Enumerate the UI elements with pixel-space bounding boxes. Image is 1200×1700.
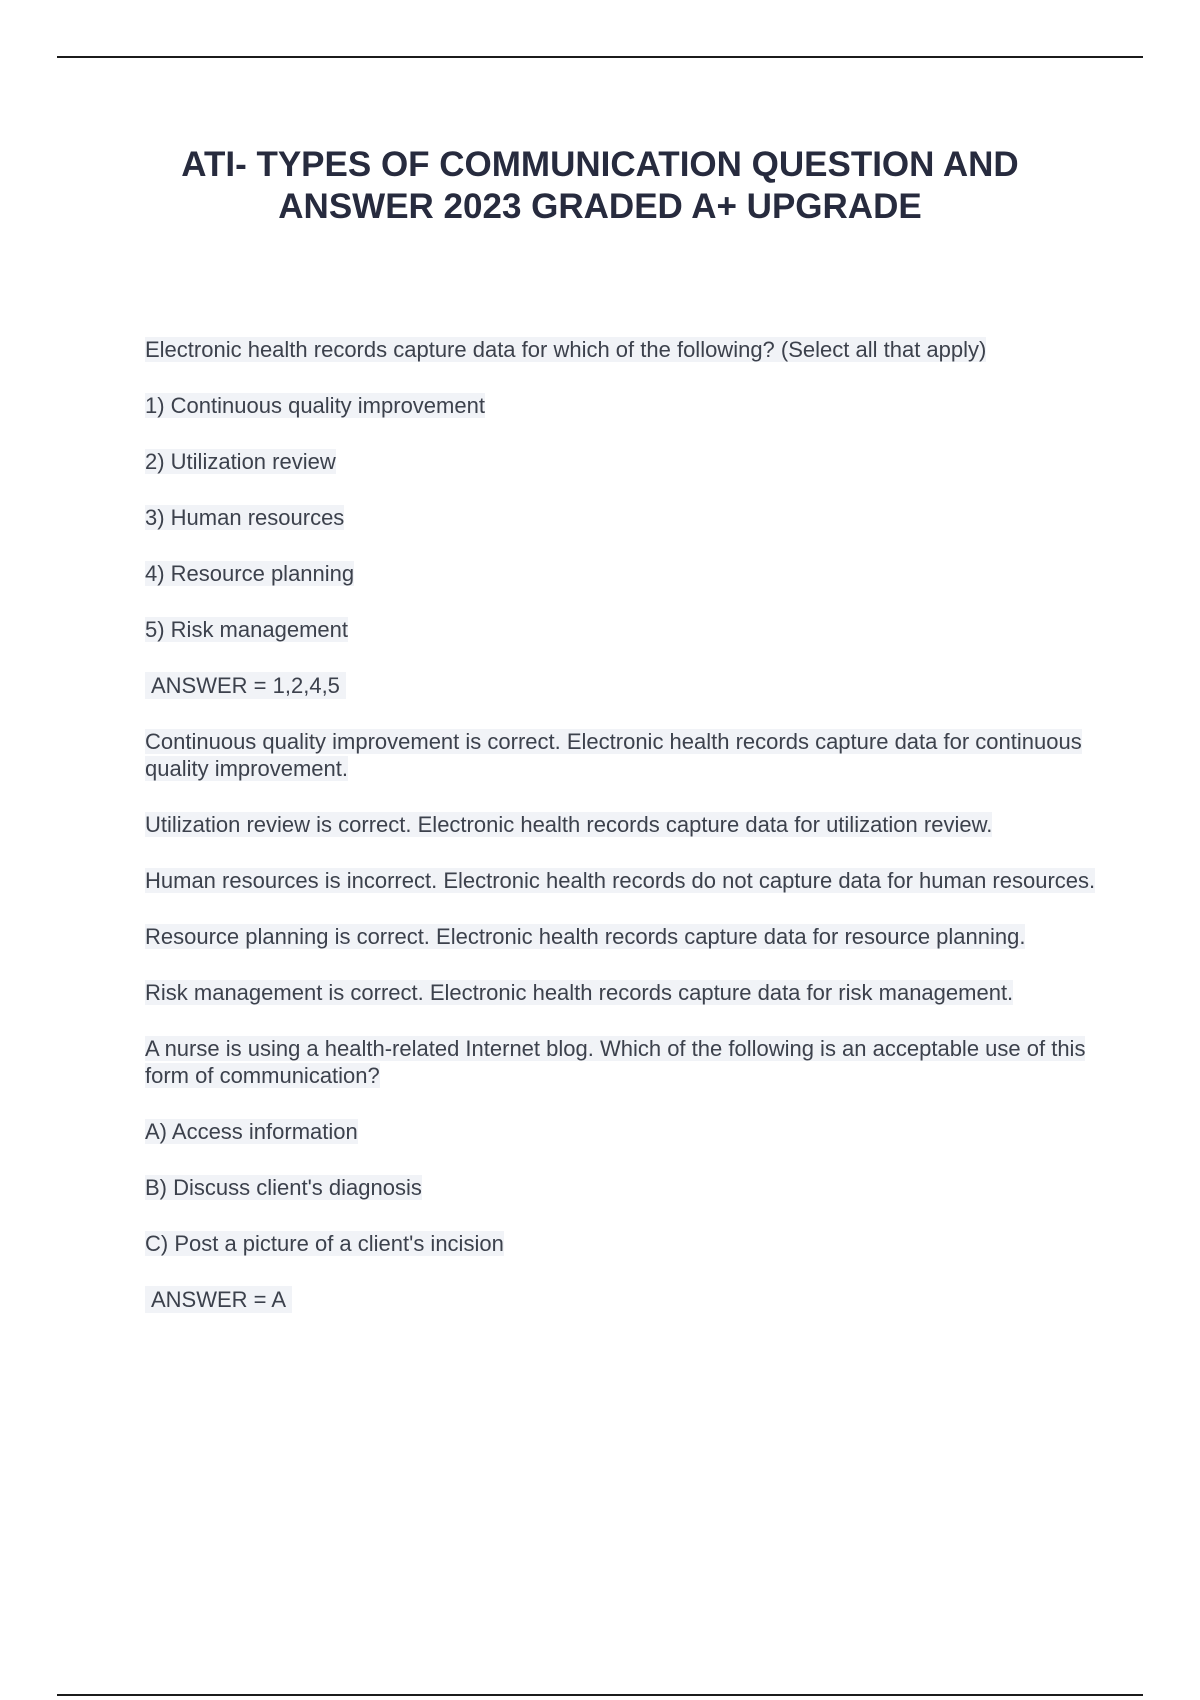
title-line-1: ATI- TYPES OF COMMUNICATION QUESTION AND (181, 145, 1019, 184)
document-title (100, 144, 1100, 228)
question-1 (145, 336, 1105, 1006)
question-1-answer: ANSWER = 1,2,4,5 (145, 672, 1105, 699)
document-body (145, 336, 1105, 1342)
bottom-rule (57, 1694, 1143, 1696)
question-1-option-3: 3) Human resources (145, 505, 345, 530)
question-1-option-5: 5) Risk management (145, 617, 348, 642)
question-1-option-2: 2) Utilization review (145, 449, 336, 474)
question-1-option-4: 4) Resource planning (145, 561, 355, 586)
question-2-prompt: A nurse is using a health-related Internet blog. Which of the following is an acceptable use of this form of communication? (145, 1036, 1086, 1088)
question-1-option-1: 1) Continuous quality improvement (145, 393, 485, 418)
question-2-answer: ANSWER = A (145, 1286, 1105, 1313)
question-2-option-c: C) Post a picture of a client's incision (145, 1231, 504, 1256)
question-1-rationale-5: Risk management is correct. Electronic health records capture data for risk management. (145, 980, 1014, 1005)
question-2 (145, 1035, 1105, 1313)
question-1-rationale-2: Utilization review is correct. Electronic health records capture data for utilization review. (145, 812, 993, 837)
top-rule (57, 56, 1143, 58)
question-2-option-b: B) Discuss client's diagnosis (145, 1175, 422, 1200)
question-1-rationale-4: Resource planning is correct. Electronic health records capture data for resource planning. (145, 924, 1026, 949)
question-1-rationale-1: Continuous quality improvement is correct. Electronic health records capture data for continuous quality improvement. (145, 729, 1082, 781)
question-2-option-a: A) Access information (145, 1119, 358, 1144)
question-1-prompt: Electronic health records capture data for which of the following? (Select all that apply) (145, 337, 987, 362)
title-line-2: ANSWER 2023 GRADED A+ UPGRADE (278, 187, 922, 226)
question-1-rationale-3: Human resources is incorrect. Electronic health records do not capture data for human resources. (145, 868, 1096, 893)
